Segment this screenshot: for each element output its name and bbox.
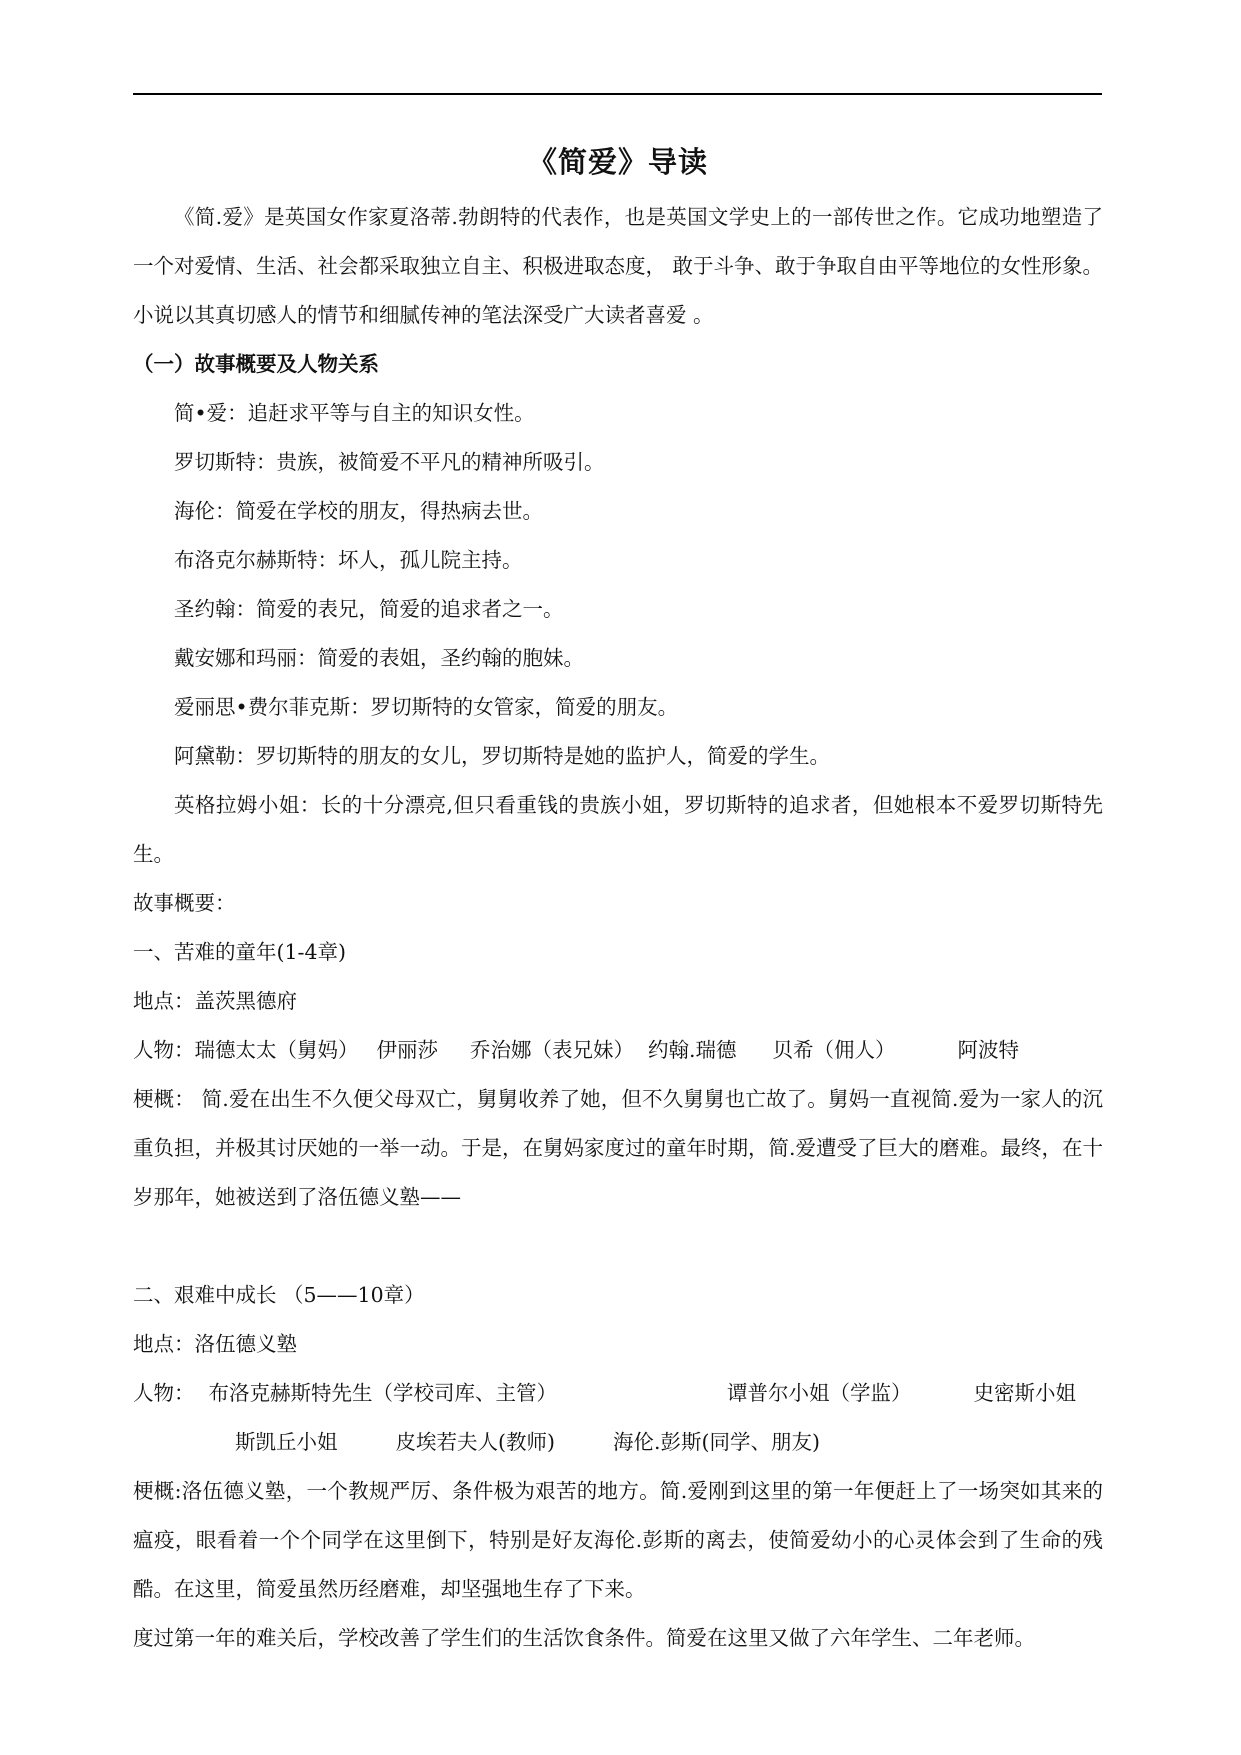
part2-heading: 二、艰难中成长 （5——10章）: [133, 1283, 425, 1307]
character-entry: 爱丽思•费尔菲克斯：罗切斯特的女管家，简爱的朋友。: [174, 695, 679, 719]
part2-summary: 梗概:洛伍德义塾，一个教规严厉、条件极为艰苦的地方。简.爱刚到这里的第一年便赶上了一场突如其来的瘟疫，眼看着一个个同学在这里倒下，特别是好友海伦.彭斯的离去，使简爱幼小的心灵体会到了生命的残酷。在这里，简爱虽然历经磨难，却坚强地生存了下来。: [133, 1479, 1103, 1601]
part1-heading: 一、苦难的童年(1-4章): [133, 940, 347, 964]
person: 伊丽莎: [376, 1038, 438, 1062]
header-rule: [133, 93, 1102, 95]
person: 布洛克赫斯特先生（学校司库、主管）: [208, 1381, 557, 1405]
person: 海伦.彭斯(同学、朋友): [613, 1430, 821, 1454]
character-entry: 布洛克尔赫斯特：坏人，孤儿院主持。: [174, 548, 523, 572]
character-entry: 英格拉姆小姐：长的十分漂亮,但只看重钱的贵族小姐，罗切斯特的追求者，但她根本不爱罗切斯特先生。: [133, 793, 1103, 866]
character-entry: 圣约翰：简爱的表兄，简爱的追求者之一。: [174, 597, 564, 621]
person: 史密斯小姐: [973, 1381, 1076, 1405]
person: 乔治娜（表兄妹）: [470, 1038, 634, 1062]
part2-summary-continued: 度过第一年的难关后，学校改善了学生们的生活饮食条件。简爱在这里又做了六年学生、二年老师。: [133, 1626, 1035, 1650]
document-page: [133, 140, 1103, 1663]
character-entry: 简•爱：追赶求平等与自主的知识女性。: [174, 401, 535, 425]
character-entry: 阿黛勒：罗切斯特的朋友的女儿，罗切斯特是她的监护人，简爱的学生。: [174, 744, 830, 768]
spacer: [133, 1222, 1103, 1271]
part2-place: 地点：洛伍德义塾: [133, 1332, 297, 1356]
person: 贝希（佣人）: [772, 1038, 896, 1062]
part1-summary: 梗概： 简.爱在出生不久便父母双亡，舅舅收养了她，但不久舅舅也亡故了。舅妈一直视简.爱为一家人的沉重负担，并极其讨厌她的一举一动。于是，在舅妈家度过的童年时期，简.爱遭受了巨大的磨难。最终，在十岁那年，她被送到了洛伍德义塾——: [133, 1087, 1104, 1209]
part2-people-row2: [133, 1418, 1103, 1467]
character-entry: 罗切斯特：贵族，被简爱不平凡的精神所吸引。: [174, 450, 605, 474]
document-title: 《简爱》导读: [527, 145, 708, 179]
part1-place: 地点：盖茨黑德府: [133, 989, 297, 1013]
story-label: 故事概要：: [133, 891, 236, 915]
intro-paragraph: 《简.爱》是英国女作家夏洛蒂.勃朗特的代表作，也是英国文学史上的一部传世之作。它成功地塑造了一个对爱情、生活、社会都采取独立自主、积极进取态度， 敢于斗争、敢于争取自由平等地位的女性形象。小说以其真切感人的情节和细腻传神的笔法深受广大读者喜爱 。: [133, 205, 1104, 327]
section-heading: （一）故事概要及人物关系: [133, 352, 379, 376]
character-entry: 戴安娜和玛丽：简爱的表姐，圣约翰的胞妹。: [174, 646, 584, 670]
people-label: 人物：: [133, 1038, 195, 1062]
people-label: 人物：: [133, 1381, 195, 1405]
person: 皮埃若夫人(教师): [395, 1430, 555, 1454]
person: 谭普尔小姐（学监）: [727, 1381, 912, 1405]
part1-people: [133, 1026, 1103, 1075]
person: 斯凯丘小姐: [235, 1430, 338, 1454]
person: 阿波特: [957, 1038, 1020, 1062]
character-entry: 海伦：简爱在学校的朋友，得热病去世。: [174, 499, 543, 523]
person: 约翰.瑞德: [648, 1038, 737, 1062]
part2-people-row1: [133, 1369, 1103, 1418]
person: 瑞德太太（舅妈）: [194, 1038, 359, 1062]
